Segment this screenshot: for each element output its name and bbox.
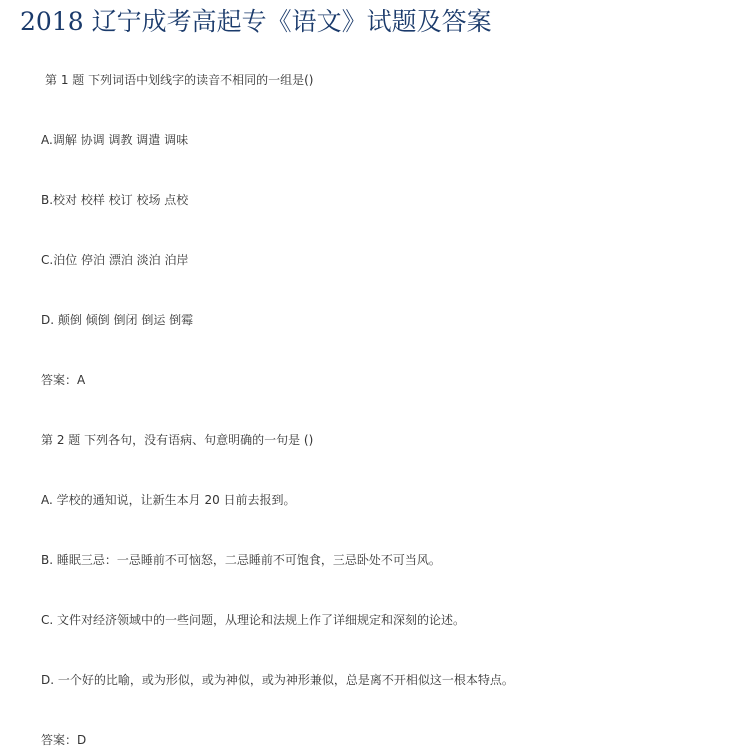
question-2-option-c: C. 文件对经济领域中的一些问题，从理论和法规上作了详细规定和深刻的论述。 (41, 613, 466, 627)
question-2-option-a: A. 学校的通知说，让新生本月 20 日前去报到。 (41, 493, 296, 507)
question-1-stem: 第 1 题 下列词语中划线字的读音不相同的一组是() (45, 73, 314, 87)
question-1-option-b: B.校对 校样 校订 校场 点校 (41, 193, 189, 207)
question-2-option-b: B. 睡眠三忌：一忌睡前不可恼怒，二忌睡前不可饱食，三忌卧处不可当风。 (41, 553, 441, 567)
question-1-option-d: D. 颠倒 倾倒 倒闭 倒运 倒霉 (41, 313, 194, 327)
question-2-answer: 答案：D (41, 733, 87, 747)
question-1-option-a: A.调解 协调 调教 调遣 调味 (41, 133, 189, 147)
question-1-answer: 答案：A (41, 373, 86, 387)
question-2-option-d: D. 一个好的比喻，或为形似，或为神似，或为神形兼似，总是离不开相似这一根本特点。 (41, 673, 514, 687)
question-2-stem: 第 2 题 下列各句，没有语病、句意明确的一句是 () (41, 433, 314, 447)
question-1-option-c: C.泊位 停泊 漂泊 淡泊 泊岸 (41, 253, 189, 267)
page-title: 2018 辽宁成考高起专《语文》试题及答案 (20, 7, 492, 36)
